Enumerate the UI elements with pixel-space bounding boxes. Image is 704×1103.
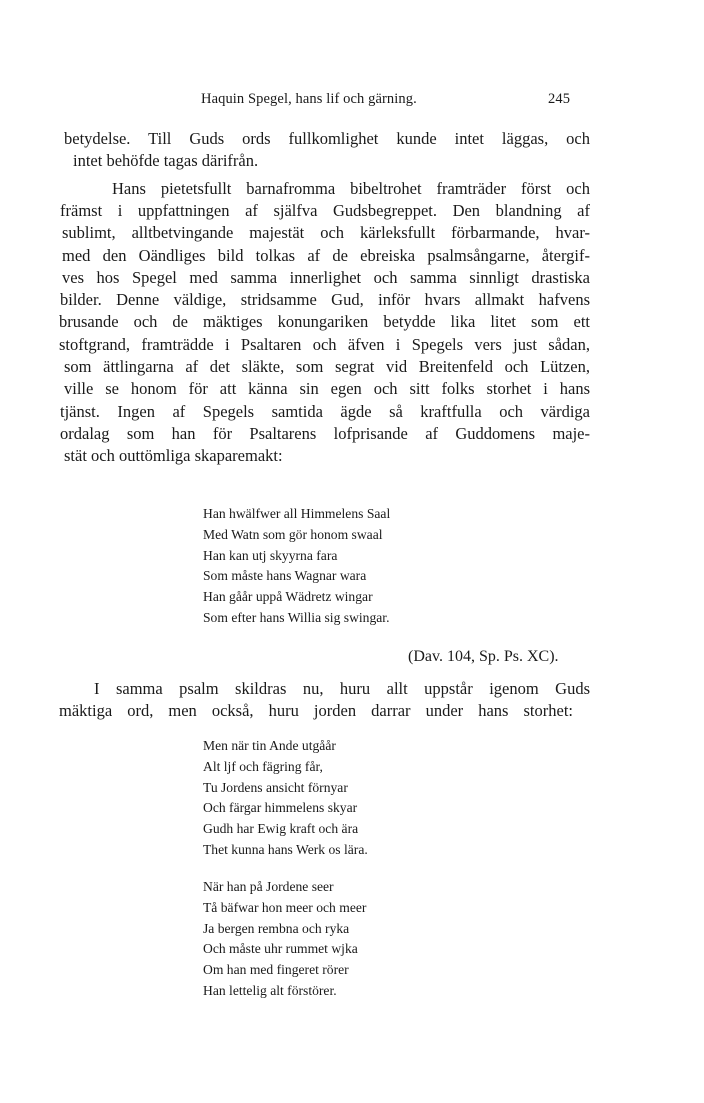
text-line: brusande och de mäktiges konungariken betydde lika litet som ett [59, 312, 590, 331]
verse-line: Tå bäfwar hon meer och meer [203, 899, 367, 915]
verse-line: Han kan utj skyyrna fara [203, 547, 338, 563]
verse-line: Som efter hans Willia sig swingar. [203, 609, 390, 625]
verse-line: Tu Jordens ansicht förnyar [203, 779, 348, 795]
verse-line: Han hwälfwer all Himmelens Saal [203, 506, 391, 521]
page-number: 245 [548, 91, 571, 107]
text-line: betydelse. Till Guds ords fullkomlighet kunde intet läggas, och [64, 129, 590, 148]
running-title: Haquin Spegel, hans lif och gärning. [201, 91, 417, 107]
text-line: sublimt, alltbetvingande majestät och kärleksfullt förbarmande, hvar- [62, 223, 590, 242]
text-line: mäktiga ord, men också, huru jorden darrar under hans storhet: [59, 701, 573, 720]
verse-line: Om han med fingeret rörer [203, 962, 349, 978]
verse-line: Och måste uhr rummet wjka [203, 941, 358, 957]
verse-line: Men när tin Ande utgåår [203, 738, 336, 753]
text-line: I samma psalm skildras nu, huru allt uppstår igenom Guds [94, 679, 590, 698]
text-line: ves hos Spegel med samma innerlighet och samma sinnligt drastiska [62, 268, 590, 287]
text-line: stoftgrand, framträdde i Psaltaren och äfven i Spegels vers just sådan, [59, 335, 590, 354]
verse-line: Gudh har Ewig kraft och ära [203, 821, 359, 837]
text-line: bilder. Denne väldige, stridsamme Gud, inför hvars allmakt hafvens [60, 290, 590, 309]
text-line: ordalag som han för Psaltarens lofprisande af Guddomens maje- [60, 424, 590, 443]
verse-line: Han lettelig alt förstörer. [203, 982, 337, 998]
verse-line: Ja bergen rembna och ryka [203, 920, 350, 936]
verse-line: Och färgar himmelens skyar [203, 800, 358, 816]
verse-line: Med Watn som gör honom swaal [203, 526, 383, 542]
verse-2 [203, 736, 368, 861]
text-line: tjänst. Ingen af Spegels samtida ägde så kraftfulla och värdiga [60, 402, 590, 421]
text-line: främst i uppfattningen af själfva Gudsbegreppet. Den blandning af [60, 201, 590, 220]
text-line: med den Oändliges bild tolkas af de ebreiska psalmsångarne, återgif- [62, 246, 590, 265]
verse-1 [203, 504, 390, 629]
text-line: stät och outtömliga skaparemakt: [64, 446, 283, 465]
verse-line: Alt ljf och fägring får, [203, 758, 323, 774]
citation: (Dav. 104, Sp. Ps. XC). [408, 648, 559, 665]
verse-line: Som måste hans Wagnar wara [203, 568, 367, 584]
verse-line: Han gåår uppå Wädretz wingar [203, 589, 373, 605]
text-line: Hans pietetsfullt barnafromma bibeltrohet framträder först och [112, 179, 590, 198]
verse-line: Thet kunna hans Werk os lära. [203, 841, 368, 857]
verse-line: När han på Jordene seer [203, 879, 334, 894]
text-line: intet behöfde tagas därifrån. [73, 151, 259, 170]
text-line: som ättlingarna af det släkte, som segrat vid Breitenfeld och Lützen, [64, 357, 590, 376]
verse-3 [203, 877, 366, 1002]
text-line: ville se honom för att känna sin egen och sitt folks storhet i hans [64, 379, 590, 398]
